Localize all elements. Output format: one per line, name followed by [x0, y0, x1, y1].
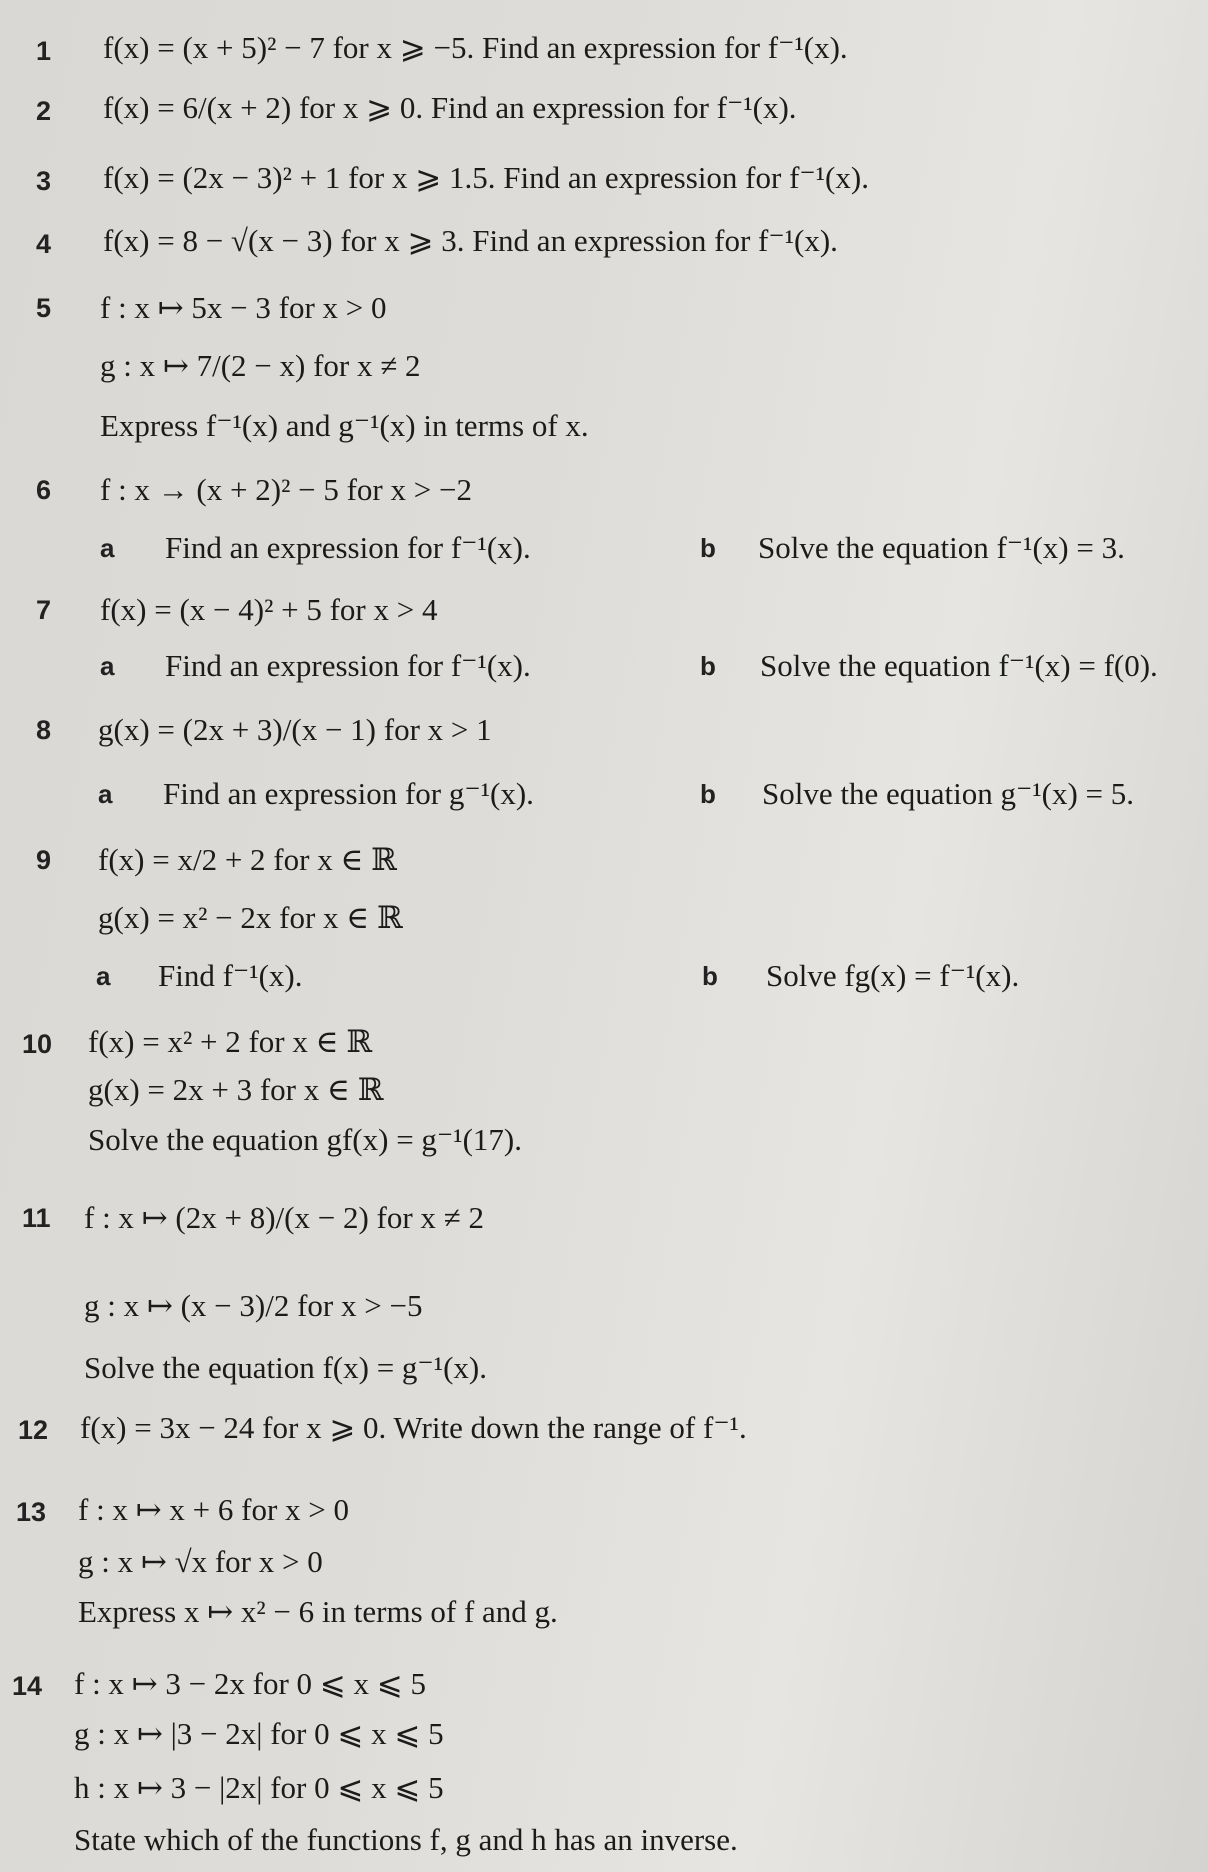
question-7-part-a: Find an expression for f⁻¹(x). — [165, 648, 531, 683]
question-13-line-1: f : x ↦ x + 6 for x > 0 — [78, 1492, 350, 1527]
question-13-line-2: g : x ↦ √x for x > 0 — [78, 1544, 323, 1579]
question-14-line-1: f : x ↦ 3 − 2x for 0 ⩽ x ⩽ 5 — [74, 1666, 426, 1701]
question-3-text: f(x) = (2x − 3)² + 1 for x ⩾ 1.5. Find an expression for f⁻¹(x). — [103, 160, 869, 195]
question-10-line-1: f(x) = x² + 2 for x ∈ ℝ — [88, 1024, 373, 1059]
question-9-part-a: Find f⁻¹(x). — [158, 958, 303, 993]
question-number: 6 — [36, 475, 52, 505]
question-number: 4 — [36, 229, 52, 259]
part-label-b: b — [702, 961, 718, 991]
question-14-line-4: State which of the functions f, g and h has an inverse. — [74, 1822, 738, 1857]
question-number: 9 — [36, 845, 52, 875]
question-number: 12 — [18, 1415, 49, 1445]
question-number: 10 — [22, 1029, 53, 1059]
part-label-a: a — [100, 533, 115, 563]
part-label-a: a — [98, 779, 113, 809]
question-6-part-b: Solve the equation f⁻¹(x) = 3. — [758, 530, 1125, 565]
question-number: 8 — [36, 715, 52, 745]
part-label-a: a — [96, 961, 111, 991]
question-8-part-b: Solve the equation g⁻¹(x) = 5. — [762, 776, 1135, 811]
part-label-a: a — [100, 651, 115, 681]
question-11-line-2: g : x ↦ (x − 3)/2 for x > −5 — [84, 1288, 423, 1323]
question-7-part-b: Solve the equation f⁻¹(x) = f(0). — [760, 648, 1158, 683]
question-2-text: f(x) = 6/(x + 2) for x ⩾ 0. Find an expression for f⁻¹(x). — [103, 90, 797, 125]
question-13-line-3: Express x ↦ x² − 6 in terms of f and g. — [78, 1594, 558, 1629]
question-9-line-2: g(x) = x² − 2x for x ∈ ℝ — [98, 900, 403, 935]
question-number: 14 — [12, 1671, 43, 1701]
question-8-part-a: Find an expression for g⁻¹(x). — [163, 776, 534, 811]
question-6-part-a: Find an expression for f⁻¹(x). — [165, 530, 531, 565]
question-5-line-2: g : x ↦ 7/(2 − x) for x ≠ 2 — [100, 348, 421, 383]
question-10-line-3: Solve the equation gf(x) = g⁻¹(17). — [88, 1122, 522, 1157]
question-number: 2 — [36, 96, 52, 126]
question-7-line-1: f(x) = (x − 4)² + 5 for x > 4 — [100, 592, 438, 627]
question-6-line-1: f : x → (x + 2)² − 5 for x > −2 — [100, 472, 472, 507]
question-number: 7 — [36, 595, 52, 625]
question-8-line-1: g(x) = (2x + 3)/(x − 1) for x > 1 — [98, 712, 492, 747]
question-number: 1 — [36, 36, 52, 66]
question-9-line-1: f(x) = x/2 + 2 for x ∈ ℝ — [98, 842, 397, 877]
question-number: 11 — [22, 1203, 51, 1233]
question-number: 3 — [36, 166, 52, 196]
question-5-line-1: f : x ↦ 5x − 3 for x > 0 — [100, 290, 387, 325]
question-11-line-3: Solve the equation f(x) = g⁻¹(x). — [84, 1350, 487, 1385]
question-1-text: f(x) = (x + 5)² − 7 for x ⩾ −5. Find an expression for f⁻¹(x). — [103, 30, 848, 65]
question-4-text: f(x) = 8 − √(x − 3) for x ⩾ 3. Find an expression for f⁻¹(x). — [103, 223, 838, 258]
part-label-b: b — [700, 779, 716, 809]
question-10-line-2: g(x) = 2x + 3 for x ∈ ℝ — [88, 1072, 384, 1107]
question-14-line-2: g : x ↦ |3 − 2x| for 0 ⩽ x ⩽ 5 — [74, 1716, 444, 1751]
question-14-line-3: h : x ↦ 3 − |2x| for 0 ⩽ x ⩽ 5 — [74, 1770, 444, 1805]
question-number: 13 — [16, 1497, 47, 1527]
question-9-part-b: Solve fg(x) = f⁻¹(x). — [766, 958, 1020, 993]
part-label-b: b — [700, 651, 716, 681]
question-number: 5 — [36, 293, 52, 323]
question-11-line-1: f : x ↦ (2x + 8)/(x − 2) for x ≠ 2 — [84, 1200, 484, 1235]
question-12-text: f(x) = 3x − 24 for x ⩾ 0. Write down the range of f⁻¹. — [80, 1410, 747, 1445]
part-label-b: b — [700, 533, 716, 563]
question-5-line-3: Express f⁻¹(x) and g⁻¹(x) in terms of x. — [100, 408, 589, 443]
